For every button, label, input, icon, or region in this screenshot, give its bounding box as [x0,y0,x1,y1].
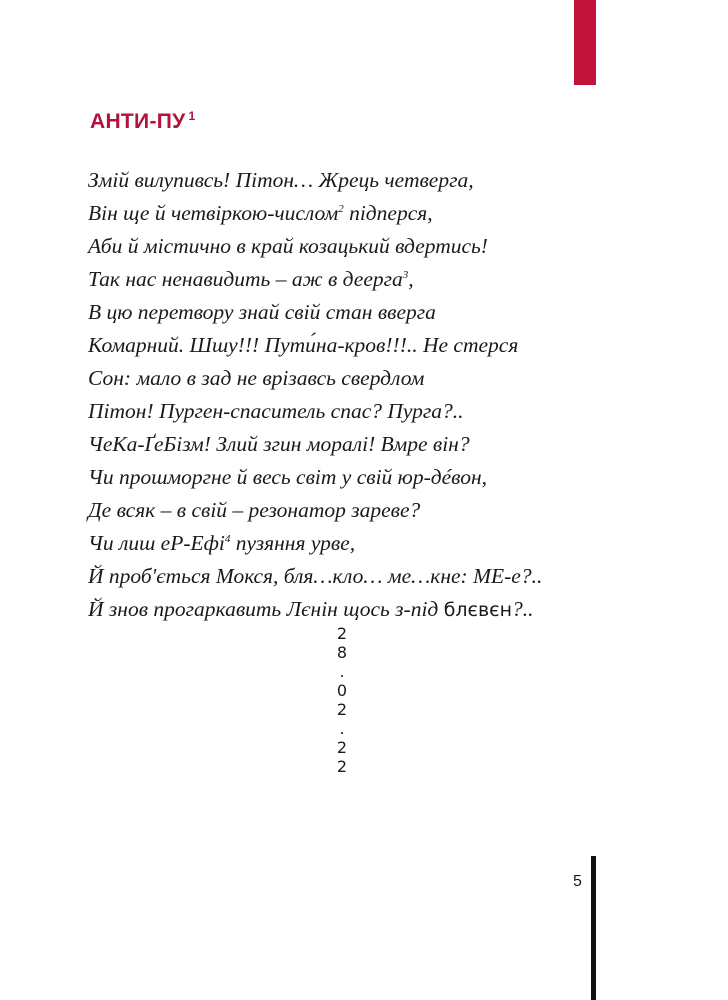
poem-title [90,110,196,134]
poem-line [88,362,688,395]
poem-title-text: АНТИ-ПУ [90,110,186,133]
poem-line-text: Сон: мало в зад не врізавсь свердлом [88,366,425,390]
poem-line-text: Так нас ненавидить – аж в деерга [88,267,403,291]
poem-line-text: Він ще й четвіркою-числом [88,201,339,225]
poem-line-text: Де всяк – в свій – резонатор зареве? [88,498,421,522]
poem-line [88,197,688,230]
poem-line [88,164,688,197]
poem-line [88,527,688,560]
poem-line-text: Комарний. Шшу!!! Пути́на-кров!!!.. Не стерся [88,333,519,357]
poem-line-text: пузяння урве, [230,531,356,555]
poem-line-text: Чи лиш еР-Ефі [88,531,225,555]
poem-line [88,395,688,428]
poem-line-text: ЧеКа-ҐеБізм! Злий згин моралі! Вмре він? [88,432,470,456]
poem-line-text: В цю перетвору знай свій стан вверга [88,300,436,324]
poem-body [88,164,688,626]
poem-line [88,296,688,329]
poem-date [330,624,354,776]
top-accent-bar [574,0,596,85]
poem-line-text: Чи прошморгне й весь світ у свій юр-дéвон, [88,465,487,489]
poem-line-text: Змій вилупивсь! Пітон… Жрець четверга, [88,168,474,192]
footnote-mark: 3 [402,268,409,281]
poem-line [88,263,688,296]
poem-line-text: Пітон! Пурген-спаситель спас? Пурга?.. [88,399,464,423]
poem-date-text: 2 8 . 0 2 . 2 2 [336,624,348,776]
poem-line [88,494,688,527]
poem-line-text: блєвєн [443,599,513,621]
poem-line-text: Й знов прогаркавить Лєнін щось з-під [88,597,444,621]
poem-line [88,230,688,263]
poem-line-text: Й проб'ється Мокся, бля…кло… ме…кне: МЕ-е?.. [88,564,543,588]
poem-line [88,593,688,626]
poem-line [88,428,688,461]
poem-line-text: Аби й містично в край козацький вдертись! [88,234,488,258]
poem-line [88,560,688,593]
poem-line-text: ?.. [512,597,534,621]
footnote-mark: 2 [338,202,344,215]
side-rule [591,856,596,1000]
poem-line-text: , [408,267,414,291]
poem-line [88,329,688,362]
footnote-mark: 4 [224,532,231,545]
title-footnote-mark: 1 [188,109,196,123]
poem-line [88,461,688,494]
poem-line-text: підперся, [343,201,433,225]
page-number: 5 [573,873,582,890]
